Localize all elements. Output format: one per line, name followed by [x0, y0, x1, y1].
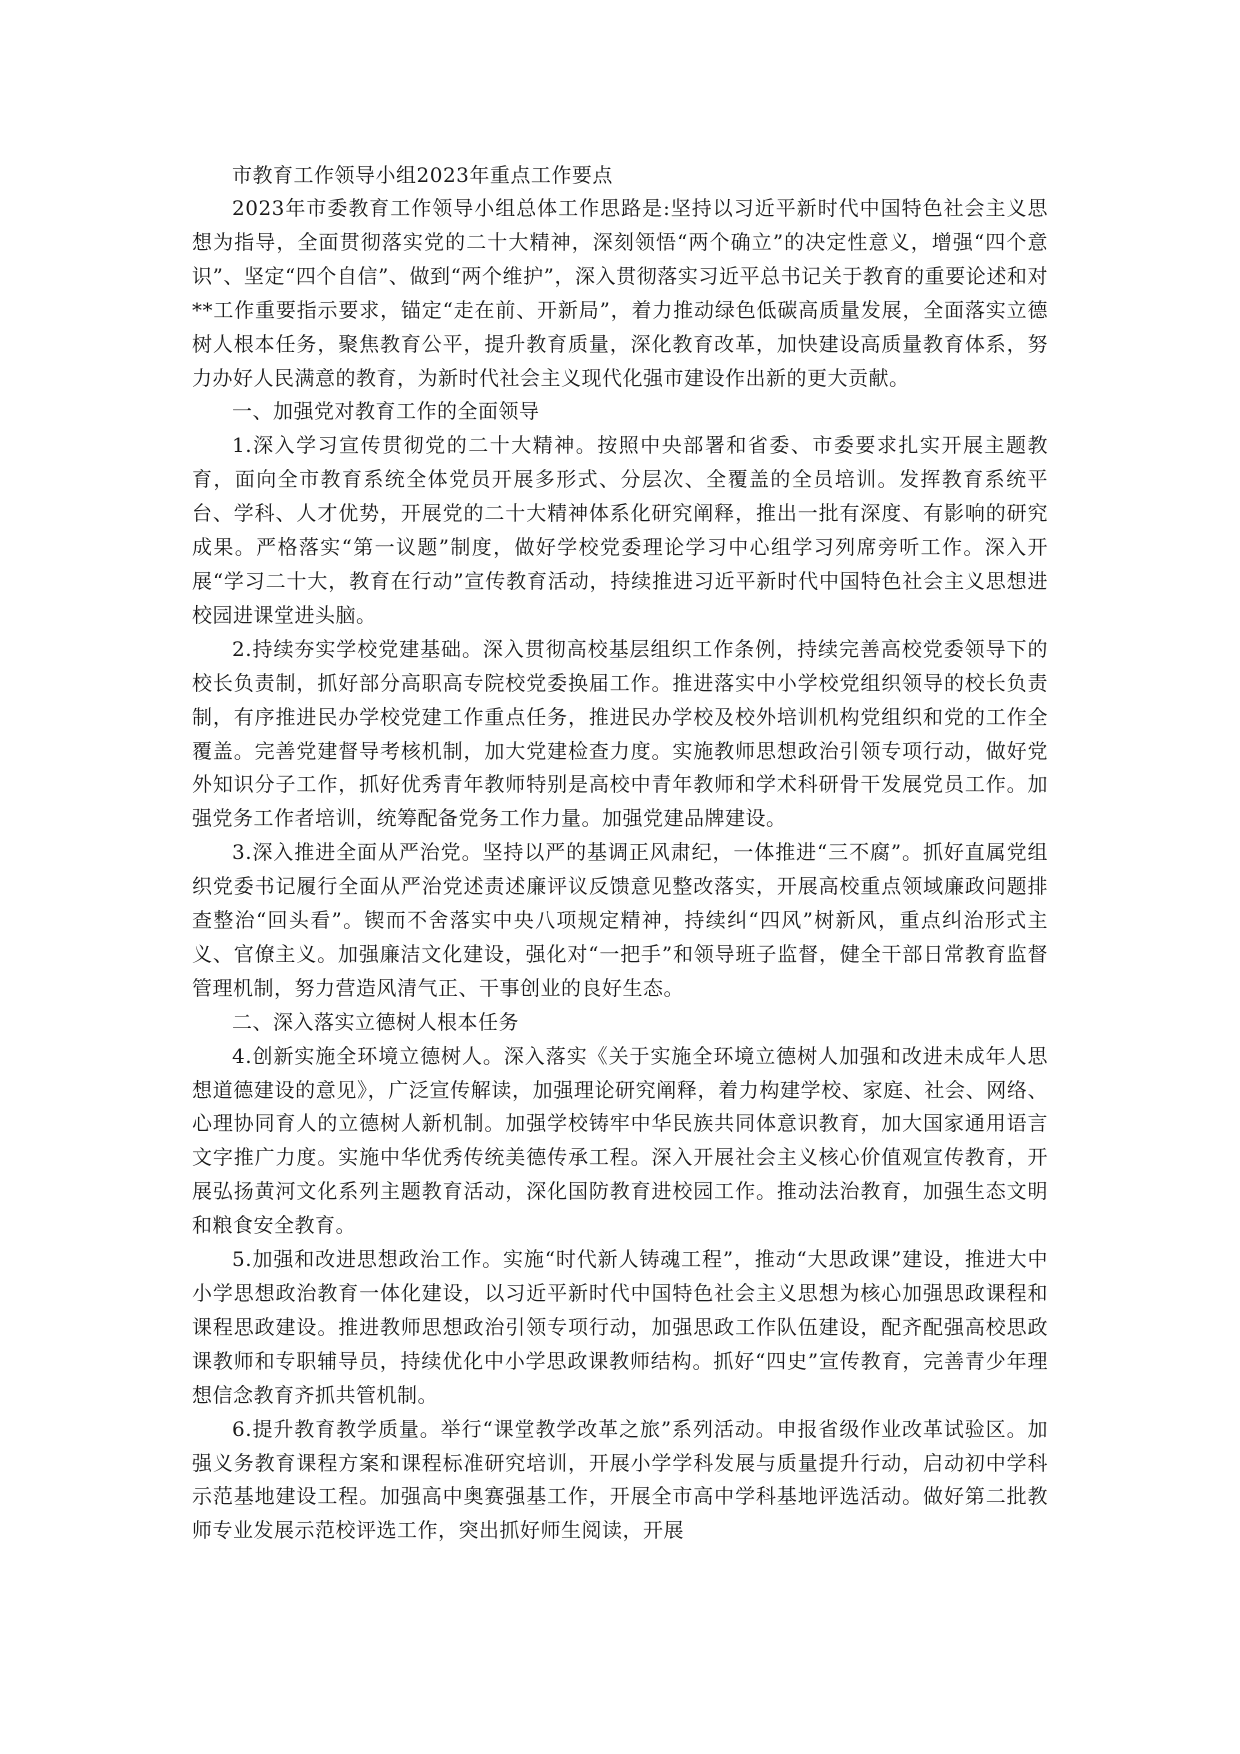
section-1-item-2: 2.持续夯实学校党建基础。深入贯彻高校基层组织工作条例，持续完善高校党委领导下的校长负责制，抓好部分高职高专院校党委换届工作。推进落实中小学校党组织领导的校长负责制，有序推进民办学校党建工作重点任务，推进民办学校及校外培训机构党组织和党的工作全覆盖。完善党建督导考核机制，加大党建检查力度。实施教师思想政治引领专项行动，做好党外知识分子工作，抓好优秀青年教师特别是高校中青年教师和学术科研骨干发展党员工作。加强党务工作者培训，统筹配备党务工作力量。加强党建品牌建设。 — [192, 636, 1048, 831]
section-2-item-5: 5.加强和改进思想政治工作。实施“时代新人铸魂工程”，推动“大思政课”建设，推进大中小学思想政治教育一体化建设，以习近平新时代中国特色社会主义思想为核心加强思政课程和课程思政建设。推进教师思想政治引领专项行动，加强思政工作队伍建设，配齐配强高校思政课教师和专职辅导员，持续优化中小学思政课教师结构。抓好“四史”宣传教育，完善青少年理想信念教育齐抓共管机制。 — [192, 1247, 1048, 1407]
section-2-item-6: 6.提升教育教学质量。举行“课堂教学改革之旅”系列活动。申报省级作业改革试验区。加强义务教育课程方案和课程标准研究培训，开展小学学科发展与质量提升行动，启动初中学科示范基地建设工程。加强高中奥赛强基工作，开展全市高中学科基地评选活动。做好第二批教师专业发展示范校评选工作，突出抓好师生阅读，开展 — [192, 1416, 1048, 1543]
document-page — [192, 158, 1048, 1548]
section-1-heading: 一、加强党对教育工作的全面领导 — [232, 399, 540, 424]
section-1-item-3: 3.深入推进全面从严治党。坚持以严的基调正风肃纪，一体推进“三不腐”。抓好直属党组织党委书记履行全面从严治党述责述廉评议反馈意见整改落实，开展高校重点领域廉政问题排查整治“回头看”。锲而不舍落实中央八项规定精神，持续纠“四风”树新风，重点纠治形式主义、官僚主义。加强廉洁文化建设，强化对“一把手”和领导班子监督，健全干部日常教育监督管理机制，努力营造风清气正、干事创业的良好生态。 — [192, 840, 1048, 1000]
section-2-heading: 二、深入落实立德树人根本任务 — [232, 1009, 519, 1034]
section-1-item-1: 1.深入学习宣传贯彻党的二十大精神。按照中央部署和省委、市委要求扎实开展主题教育，面向全市教育系统全体党员开展多形式、分层次、全覆盖的全员培训。发挥教育系统平台、学科、人才优势，开展党的二十大精神体系化研究阐释，推出一批有深度、有影响的研究成果。严格落实“第一议题”制度，做好学校党委理论学习中心组学习列席旁听工作。深入开展“学习二十大，教育在行动”宣传教育活动，持续推进习近平新时代中国特色社会主义思想进校园进课堂进头脑。 — [192, 433, 1048, 627]
intro-paragraph: 2023年市委教育工作领导小组总体工作思路是:坚持以习近平新时代中国特色社会主义思想为指导，全面贯彻落实党的二十大精神，深刻领悟“两个确立”的决定性意义，增强“四个意识”、坚定“四个自信”、做到“两个维护”，深入贯彻落实习近平总书记关于教育的重要论述和对**工作重要指示要求，锚定“走在前、开新局”，着力推动绿色低碳高质量发展，全面落实立德树人根本任务，聚焦教育公平，提升教育质量，深化教育改革，加快建设高质量教育体系，努力办好人民满意的教育，为新时代社会主义现代化强市建设作出新的更大贡献。 — [192, 196, 1048, 390]
document-title: 市教育工作领导小组2023年重点工作要点 — [232, 163, 613, 187]
section-2-item-4: 4.创新实施全环境立德树人。深入落实《关于实施全环境立德树人加强和改进未成年人思想道德建设的意见》，广泛宣传解读，加强理论研究阐释，着力构建学校、家庭、社会、网络、心理协同育人的立德树人新机制。加强学校铸牢中华民族共同体意识教育，加大国家通用语言文字推广力度。实施中华优秀传统美德传承工程。深入开展社会主义核心价值观宣传教育，开展弘扬黄河文化系列主题教育活动，深化国防教育进校园工作。推动法治教育，加强生态文明和粮食安全教育。 — [192, 1043, 1048, 1238]
